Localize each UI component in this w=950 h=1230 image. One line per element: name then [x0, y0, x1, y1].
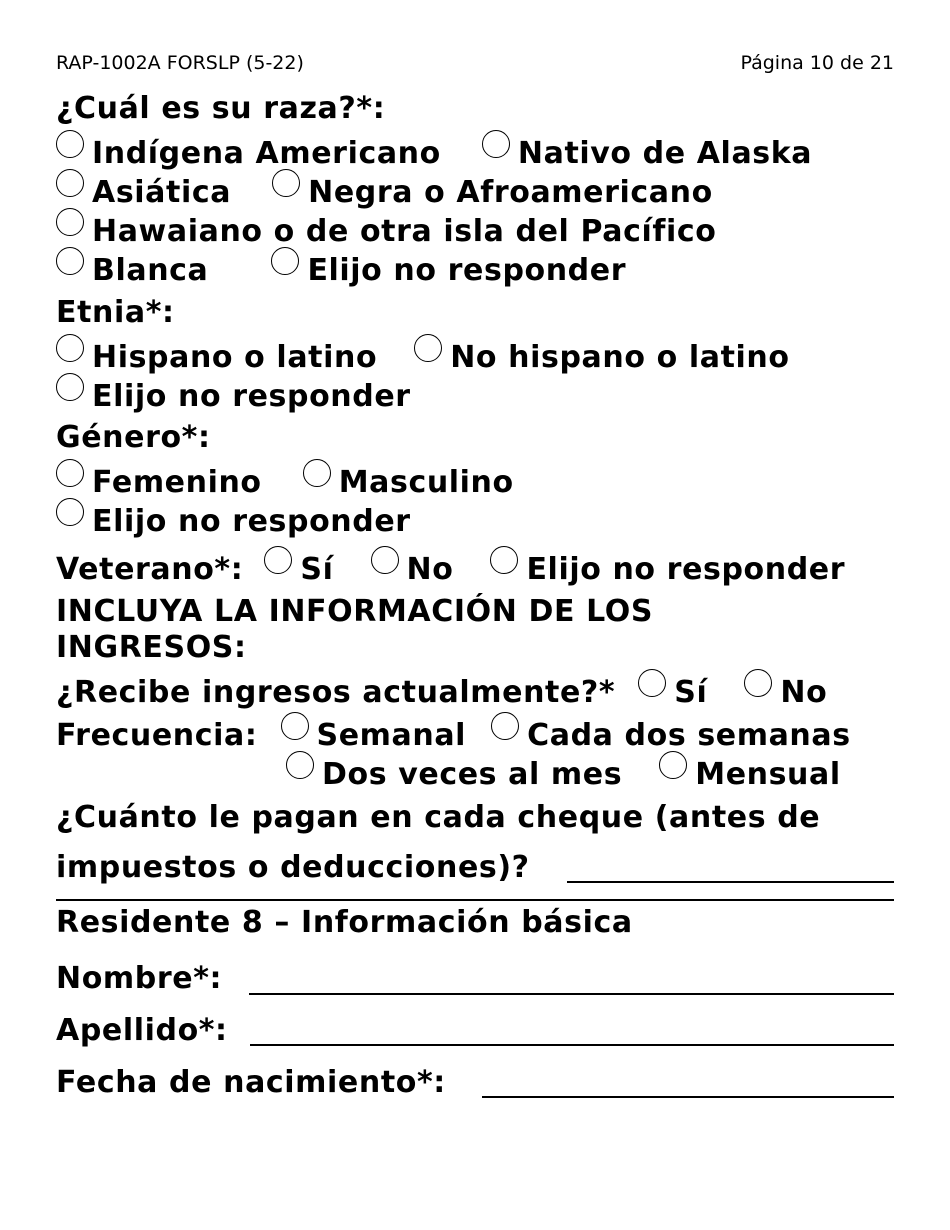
ethnicity-row-1 — [56, 334, 790, 376]
radio-button[interactable] — [56, 130, 84, 158]
first-name-label: Nombre*: — [56, 961, 223, 996]
race-option-indigena[interactable]: Indígena Americano — [56, 130, 441, 172]
frequency-option-semanal[interactable]: Semanal — [281, 712, 467, 754]
income-heading-line1: INCLUYA LA INFORMACIÓN DE LOS — [56, 594, 654, 629]
race-row-3 — [56, 208, 717, 250]
veteran-option-si[interactable]: Sí — [264, 546, 333, 588]
frequency-option-mensual[interactable]: Mensual — [659, 751, 841, 793]
veteran-option-no[interactable]: No — [371, 546, 454, 588]
radio-button[interactable] — [659, 751, 687, 779]
gender-option-no-responder[interactable]: Elijo no responder — [56, 498, 411, 540]
race-option-hawaiano[interactable]: Hawaiano o de otra isla del Pacífico — [56, 208, 717, 250]
radio-button[interactable] — [414, 334, 442, 362]
radio-button[interactable] — [264, 546, 292, 574]
gender-option-femenino[interactable]: Femenino — [56, 459, 262, 501]
dob-label: Fecha de nacimiento*: — [56, 1065, 446, 1100]
frequency-label: Frecuencia: — [56, 718, 258, 753]
gender-option-masculino[interactable]: Masculino — [303, 459, 514, 501]
radio-button[interactable] — [303, 459, 331, 487]
section-divider — [56, 899, 894, 901]
first-name-field[interactable] — [249, 993, 894, 995]
frequency-row-2 — [286, 751, 841, 793]
radio-button[interactable] — [281, 712, 309, 740]
income-option-si[interactable]: Sí — [638, 669, 707, 711]
radio-button[interactable] — [56, 459, 84, 487]
radio-button[interactable] — [271, 247, 299, 275]
radio-button[interactable] — [491, 712, 519, 740]
radio-button[interactable] — [286, 751, 314, 779]
race-row-2 — [56, 169, 713, 211]
gender-row-2 — [56, 498, 411, 540]
race-option-blanca[interactable]: Blanca — [56, 247, 208, 289]
ethnicity-option-hispano[interactable]: Hispano o latino — [56, 334, 377, 376]
page-number: Página 10 de 21 — [740, 52, 894, 74]
radio-button[interactable] — [56, 169, 84, 197]
radio-button[interactable] — [56, 247, 84, 275]
page-header — [56, 52, 894, 76]
ethnicity-row-2 — [56, 373, 411, 415]
income-heading-line2: INGRESOS: — [56, 630, 247, 665]
race-option-alaska[interactable]: Nativo de Alaska — [482, 130, 812, 172]
gender-row-1 — [56, 459, 514, 501]
radio-button[interactable] — [482, 130, 510, 158]
ethnicity-option-no-responder[interactable]: Elijo no responder — [56, 373, 411, 415]
income-receives-row — [56, 669, 827, 711]
radio-button[interactable] — [56, 208, 84, 236]
race-question: ¿Cuál es su raza?*: — [56, 91, 386, 126]
race-row-4 — [56, 247, 626, 289]
veteran-row — [56, 546, 845, 588]
frequency-row-1 — [56, 712, 851, 754]
gender-question: Género*: — [56, 420, 211, 455]
radio-button[interactable] — [371, 546, 399, 574]
radio-button[interactable] — [56, 334, 84, 362]
resident-title: Residente 8 – Información básica — [56, 905, 633, 940]
last-name-field[interactable] — [250, 1044, 894, 1046]
race-option-asiatica[interactable]: Asiática — [56, 169, 231, 211]
race-option-negra[interactable]: Negra o Afroamericano — [272, 169, 713, 211]
radio-button[interactable] — [744, 669, 772, 697]
form-id: RAP-1002A FORSLP (5-22) — [56, 52, 304, 74]
last-name-label: Apellido*: — [56, 1013, 228, 1048]
radio-button[interactable] — [56, 373, 84, 401]
radio-button[interactable] — [272, 169, 300, 197]
pay-question-line1: ¿Cuánto le pagan en cada cheque (antes de — [56, 800, 821, 835]
pay-amount-field[interactable] — [567, 881, 894, 883]
race-option-no-responder[interactable]: Elijo no responder — [271, 247, 626, 289]
frequency-option-cada-dos-semanas[interactable]: Cada dos semanas — [491, 712, 851, 754]
dob-field[interactable] — [482, 1096, 894, 1098]
veteran-option-no-responder[interactable]: Elijo no responder — [490, 546, 845, 588]
radio-button[interactable] — [56, 498, 84, 526]
pay-question-line2: impuestos o deducciones)? — [56, 850, 530, 885]
income-option-no[interactable]: No — [744, 669, 827, 711]
income-receives-question: ¿Recibe ingresos actualmente?* — [56, 675, 616, 710]
ethnicity-option-no-hispano[interactable]: No hispano o latino — [414, 334, 789, 376]
frequency-option-dos-veces[interactable]: Dos veces al mes — [286, 751, 622, 793]
veteran-question: Veterano*: — [56, 552, 244, 587]
race-row-1 — [56, 130, 812, 172]
ethnicity-question: Etnia*: — [56, 295, 175, 330]
radio-button[interactable] — [490, 546, 518, 574]
radio-button[interactable] — [638, 669, 666, 697]
